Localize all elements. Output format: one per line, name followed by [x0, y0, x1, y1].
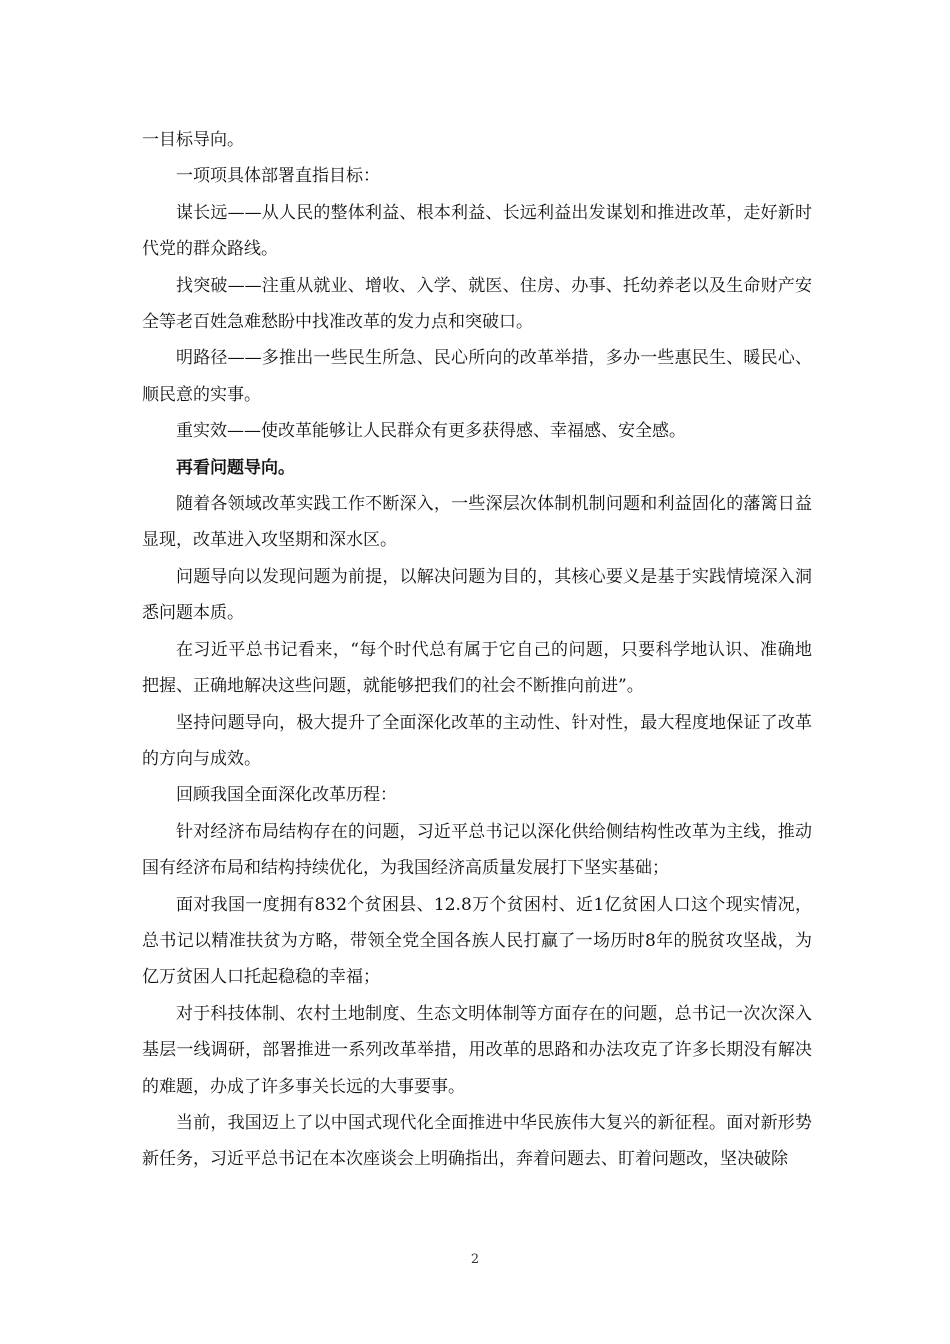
- paragraph-current: 当前，我国迈上了以中国式现代化全面推进中华民族伟大复兴的新征程。面对新形势新任务，习近平总书记在本次座谈会上明确指出，奔着问题去、盯着问题改，坚决破除: [142, 1112, 812, 1170]
- paragraph-continuation: 一目标导向。: [142, 130, 244, 150]
- paragraph-long-term: 谋长远——从人民的整体利益、根本利益、长远利益出发谋划和推进改革，走好新时代党的群众路线。: [142, 202, 812, 260]
- paragraph-intro-goals: 一项项具体部署直指目标：: [176, 166, 380, 187]
- paragraph-persist: 坚持问题导向，极大提升了全面深化改革的主动性、针对性，最大程度地保证了改革的方向与成效。: [142, 712, 812, 769]
- page-number: 2: [470, 1252, 480, 1267]
- paragraph-poverty: 面对我国一度拥有832个贫困县、12.8万个贫困村、近1亿贫困人口这个现实情况，总书记以精准扶贫为方略，带领全党全国各族人民打赢了一场历时8年的脱贫攻坚战，为亿万贫困人口托起稳稳的幸福；: [142, 894, 812, 988]
- section-heading-problem-oriented: 再看问题导向。: [176, 457, 295, 478]
- paragraph-quote: 在习近平总书记看来，“每个时代总有属于它自己的问题，只要科学地认识、准确地把握、正确地解决这些问题，就能够把我们的社会不断推向前进”。: [142, 639, 812, 697]
- paragraph-path: 明路径——多推出一些民生所急、民心所向的改革举措，多办一些惠民生、暖民心、顺民意的实事。: [142, 348, 812, 405]
- paragraph-reforms: 对于科技体制、农村土地制度、生态文明体制等方面存在的问题，总书记一次次深入基层一线调研，部署推进一系列改革举措，用改革的思路和办法攻克了许多长期没有解决的难题，办成了许多事关长远的大事要事。: [142, 1003, 812, 1097]
- document-body: [142, 122, 812, 1178]
- paragraph-review: 回顾我国全面深化改革历程：: [176, 785, 397, 806]
- paragraph-breakthrough: 找突破——注重从就业、增收、入学、就医、住房、办事、托幼养老以及生命财产安全等老百姓急难愁盼中找准改革的发力点和突破口。: [142, 275, 812, 333]
- paragraph-deepening: 随着各领域改革实践工作不断深入，一些深层次体制机制问题和利益固化的藩篱日益显现，改革进入攻坚期和深水区。: [142, 494, 812, 551]
- paragraph-economy: 针对经济布局结构存在的问题，习近平总书记以深化供给侧结构性改革为主线，推动国有经济布局和结构持续优化，为我国经济高质量发展打下坚实基础；: [142, 821, 812, 879]
- paragraph-problem-premise: 问题导向以发现问题为前提，以解决问题为目的，其核心要义是基于实践情境深入洞悉问题本质。: [142, 566, 812, 624]
- paragraph-results: 重实效——使改革能够让人民群众有更多获得感、幸福感、安全感。: [176, 421, 686, 442]
